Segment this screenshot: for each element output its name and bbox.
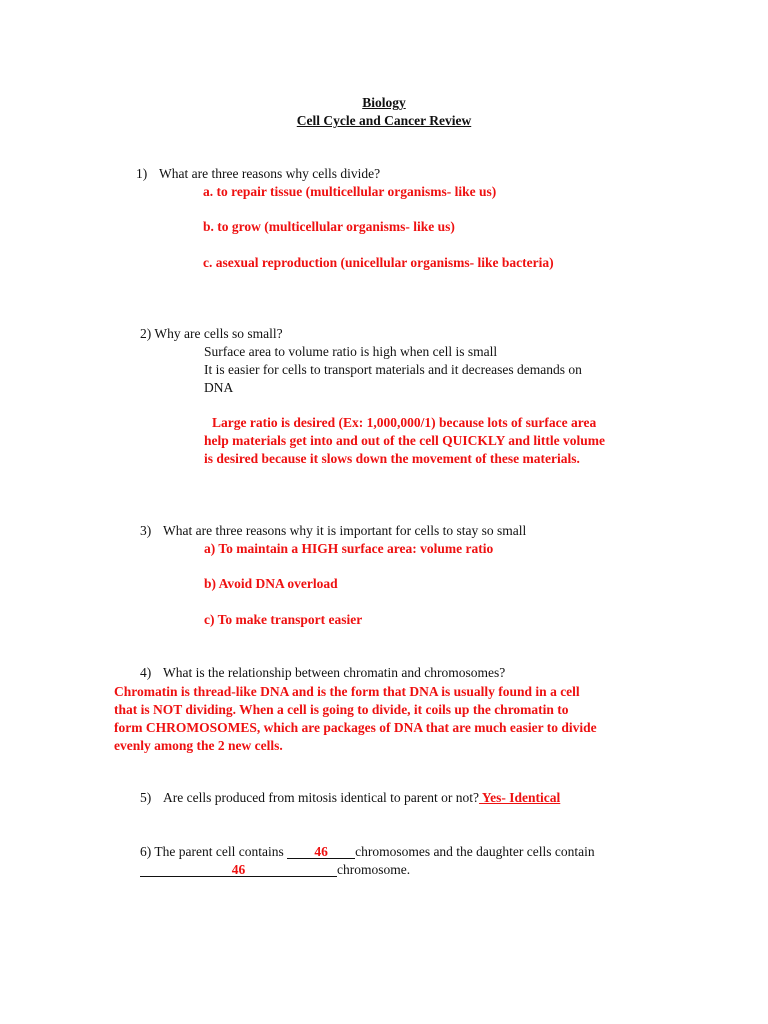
q6-blank-2: 46 [140,862,337,877]
q6-middle: chromosomes and the daughter cells contain [355,844,595,859]
q4-question: What is the relationship between chromatin and chromosomes? [163,665,506,680]
q6-line-2 [140,862,410,878]
q1-answer-c: c. asexual reproduction (unicellular organisms- like bacteria) [203,255,554,270]
q5-line [163,790,560,806]
subject-heading: Biology [362,95,406,110]
q4-number: 4) [140,665,152,680]
q5-answer: Yes- Identical [479,790,561,805]
q6-line-1 [140,844,595,860]
q3-number: 3) [140,523,152,538]
q4-answer-line-4: evenly among the 2 new cells. [114,738,283,753]
q4-answer-line-1: Chromatin is thread-like DNA and is the form that DNA is usually found in a cell [114,684,580,699]
q4-answer-line-3: form CHROMOSOMES, which are packages of DNA that are much easier to divide [114,720,597,735]
q4-answer-line-2: that is NOT dividing. When a cell is going to divide, it coils up the chromatin to [114,702,569,717]
q2-question: 2) Why are cells so small? [140,326,283,341]
q6-suffix: chromosome. [337,862,411,877]
q6-blank-1: 46 [287,844,355,859]
q3-answer-b: b) Avoid DNA overload [204,576,338,591]
q1-answer-a: a. to repair tissue (multicellular organisms- like us) [203,184,497,199]
q2-note-2: It is easier for cells to transport materials and it decreases demands on [204,362,582,377]
q5-number: 5) [140,790,152,805]
q1-question: What are three reasons why cells divide? [159,166,381,181]
q3-answer-c: c) To make transport easier [204,612,363,627]
q1-answer-b: b. to grow (multicellular organisms- like us) [203,219,455,234]
q5-question: Are cells produced from mitosis identical to parent or not? [163,790,480,805]
q2-answer-line-2: help materials get into and out of the cell QUICKLY and little volume [204,433,605,448]
q2-note-1: Surface area to volume ratio is high when cell is small [204,344,498,359]
q6-prefix: 6) The parent cell contains [140,844,288,859]
q2-answer-line-3: is desired because it slows down the movement of these materials. [204,451,580,466]
q1-number: 1) [136,166,148,181]
q3-question: What are three reasons why it is important for cells to stay so small [163,523,527,538]
q3-answer-a: a) To maintain a HIGH surface area: volume ratio [204,541,494,556]
q2-answer-line-1: Large ratio is desired (Ex: 1,000,000/1) because lots of surface area [212,415,597,430]
page-title: Cell Cycle and Cancer Review [296,113,472,128]
q2-note-3: DNA [204,380,234,395]
